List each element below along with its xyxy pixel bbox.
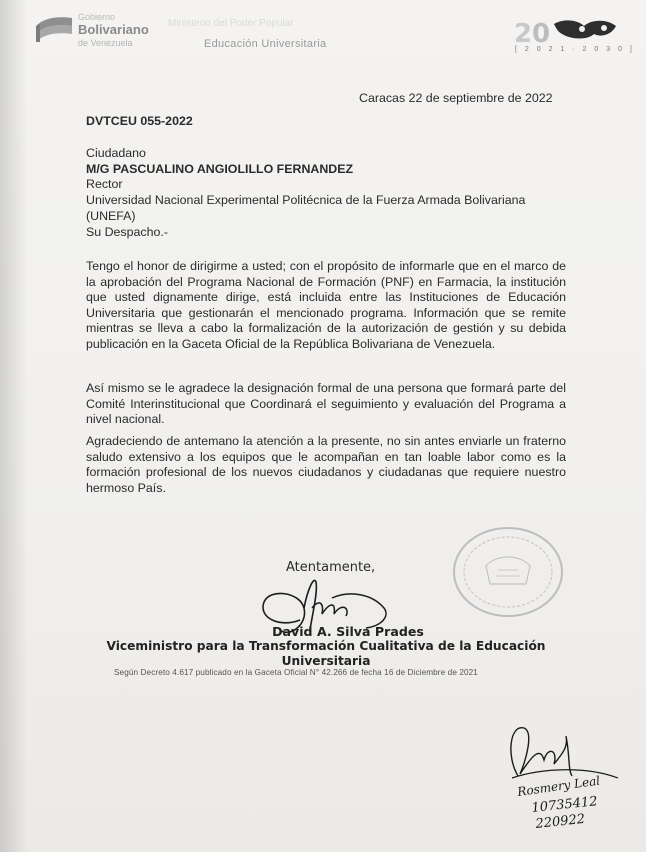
letter-reference: DVTCEU 055-2022 (86, 114, 193, 128)
signer-position: Viceministro para la Transformación Cualitativa de la Educación Universitaria (106, 639, 546, 668)
header-unit: Educación Universitaria (204, 38, 327, 50)
official-seal-icon (446, 518, 566, 618)
svg-text:220922: 220922 (534, 811, 586, 832)
ministry-ghost-text: Ministerio del Poder Popular (168, 18, 294, 29)
decree-reference: Según Decreto 4.617 publicado en la Gaceta Oficial N° 42.266 de fecha 16 de Diciembre de 2021 (114, 668, 478, 677)
closing-phrase: Atentamente, (286, 560, 376, 575)
handwritten-receipt-icon (496, 716, 636, 836)
logo-sub-text: de Venezuela (78, 38, 133, 48)
svg-text:10735412: 10735412 (530, 794, 599, 816)
bicentenario-years: [ 2 0 2 1 · 2 0 3 0 ] (515, 46, 635, 53)
salutation: Ciudadano (86, 146, 146, 160)
svg-text:0: 0 (532, 19, 551, 49)
body-paragraph: Así mismo se le agradece la designación formal de una persona que formará parte del Comité Interinstitucional que Coordinará el seguimiento y evaluación del Programa a nivel nacional. (86, 381, 566, 427)
page-edge-shadow (0, 0, 28, 852)
government-logo (34, 12, 164, 46)
logo-main-text: Bolivariano (78, 22, 149, 37)
svg-text:2: 2 (514, 19, 533, 49)
letter-date: Caracas 22 de septiembre de 2022 (359, 91, 553, 105)
body-paragraph: Agradeciendo de antemano la atención a la presente, no sin antes enviarle un fraterno saludo extensivo a los equipos que le acompañan en tan loable labor como es la formación profesional de los nuevos ciudadanos y ciudadanas que requiere nuestro hermoso País. (86, 434, 566, 495)
su-despacho: Su Despacho.- (86, 225, 168, 239)
flag-icon (34, 14, 74, 44)
recipient-name: M/G PASCUALINO ANGIOLILLO FERNANDEZ (86, 162, 354, 176)
recipient-institution: Universidad Nacional Experimental Politécnica de la Fuerza Armada Bolivariana (UNEFA) (86, 193, 526, 223)
recipient-role: Rector (86, 177, 123, 191)
body-paragraph: Tengo el honor de dirigirme a usted; con el propósito de informarle que en el marco de la aprobación del Programa Nacional de Formación (PNF) en Farmacia, la institución que usted dignamente dirige, está incluida entre las Instituciones de Educación Universitaria que gestionarán el mencionado programa. Información que se remite mientras se lleva a cabo la formalización de la autorización de gestión y su debida publicación en la Gaceta Oficial de la República Bolivariana de Venezuela. (86, 259, 566, 351)
signer-name: David A. Silva Prades (272, 624, 424, 639)
logo-small-text: Gobierno (78, 12, 116, 22)
svg-text:Rosmery Leal: Rosmery Leal (516, 773, 601, 799)
